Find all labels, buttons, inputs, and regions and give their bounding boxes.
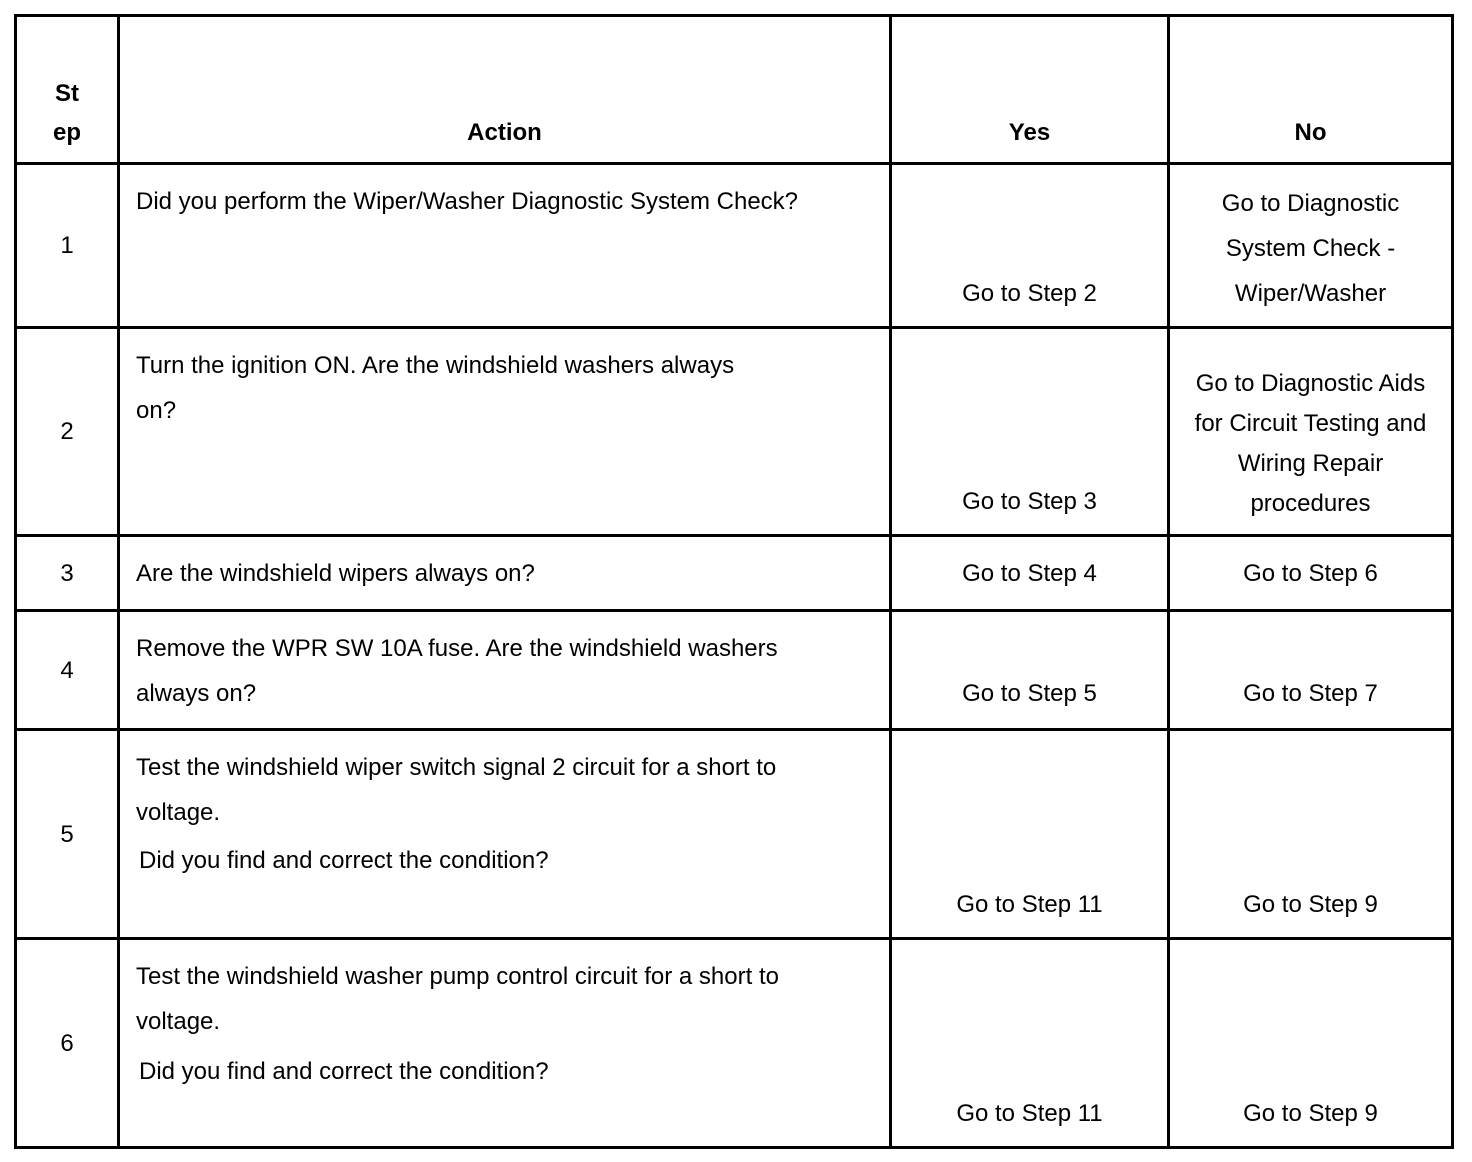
action-question: Did you perform the Wiper/Washer Diagnostic System Check? [136,188,799,215]
yes-link[interactable]: Go to Step 2 [891,164,1169,328]
action-question: Turn the ignition ON. Are the windshield washers always on? [136,352,735,424]
header-step [16,16,119,164]
yes-link[interactable]: Go to Step 3 [891,328,1169,536]
action-question: Test the windshield washer pump control circuit for a short to voltage. [136,963,779,1035]
no-link-text: Go to Diagnostic System Check - Wiper/Washer [1221,190,1400,307]
no-link[interactable]: Go to Step 9 [1169,939,1453,1148]
no-link[interactable]: Go to Step 9 [1169,730,1453,939]
yes-link[interactable]: Go to Step 11 [891,730,1169,939]
action-text [119,611,891,730]
step-number: 2 [16,328,119,536]
no-link[interactable] [1169,328,1453,536]
table-row [16,939,1453,1148]
table-row [16,164,1453,328]
no-link[interactable]: Go to Step 6 [1169,536,1453,611]
action-text [119,164,891,328]
action-followup: Did you find and correct the condition? [139,847,549,874]
step-number: 1 [16,164,119,328]
action-text [119,328,891,536]
action-question: Remove the WPR SW 10A fuse. Are the windshield washers always on? [136,635,778,707]
action-text [119,939,891,1148]
yes-link[interactable]: Go to Step 11 [891,939,1169,1148]
header-step-label: St ep [52,80,81,146]
table-row [16,536,1453,611]
header-no: No [1169,16,1453,164]
header-yes: Yes [891,16,1169,164]
no-link-text: Go to Diagnostic Aids for Circuit Testing and Wiring Repair procedures [1194,370,1427,517]
header-action: Action [119,16,891,164]
step-number: 4 [16,611,119,730]
step-number: 3 [16,536,119,611]
action-question: Test the windshield wiper switch signal 2 circuit for a short to voltage. [136,754,777,826]
yes-link[interactable]: Go to Step 4 [891,536,1169,611]
table-row [16,730,1453,939]
no-link[interactable] [1169,164,1453,328]
step-number: 6 [16,939,119,1148]
table-row [16,611,1453,730]
diagnostic-table [14,14,1454,1149]
table-row [16,328,1453,536]
no-link[interactable]: Go to Step 7 [1169,611,1453,730]
action-text [119,730,891,939]
header-row [16,16,1453,164]
step-number: 5 [16,730,119,939]
action-text: Are the windshield wipers always on? [119,536,891,611]
yes-link[interactable]: Go to Step 5 [891,611,1169,730]
action-followup: Did you find and correct the condition? [139,1058,549,1085]
